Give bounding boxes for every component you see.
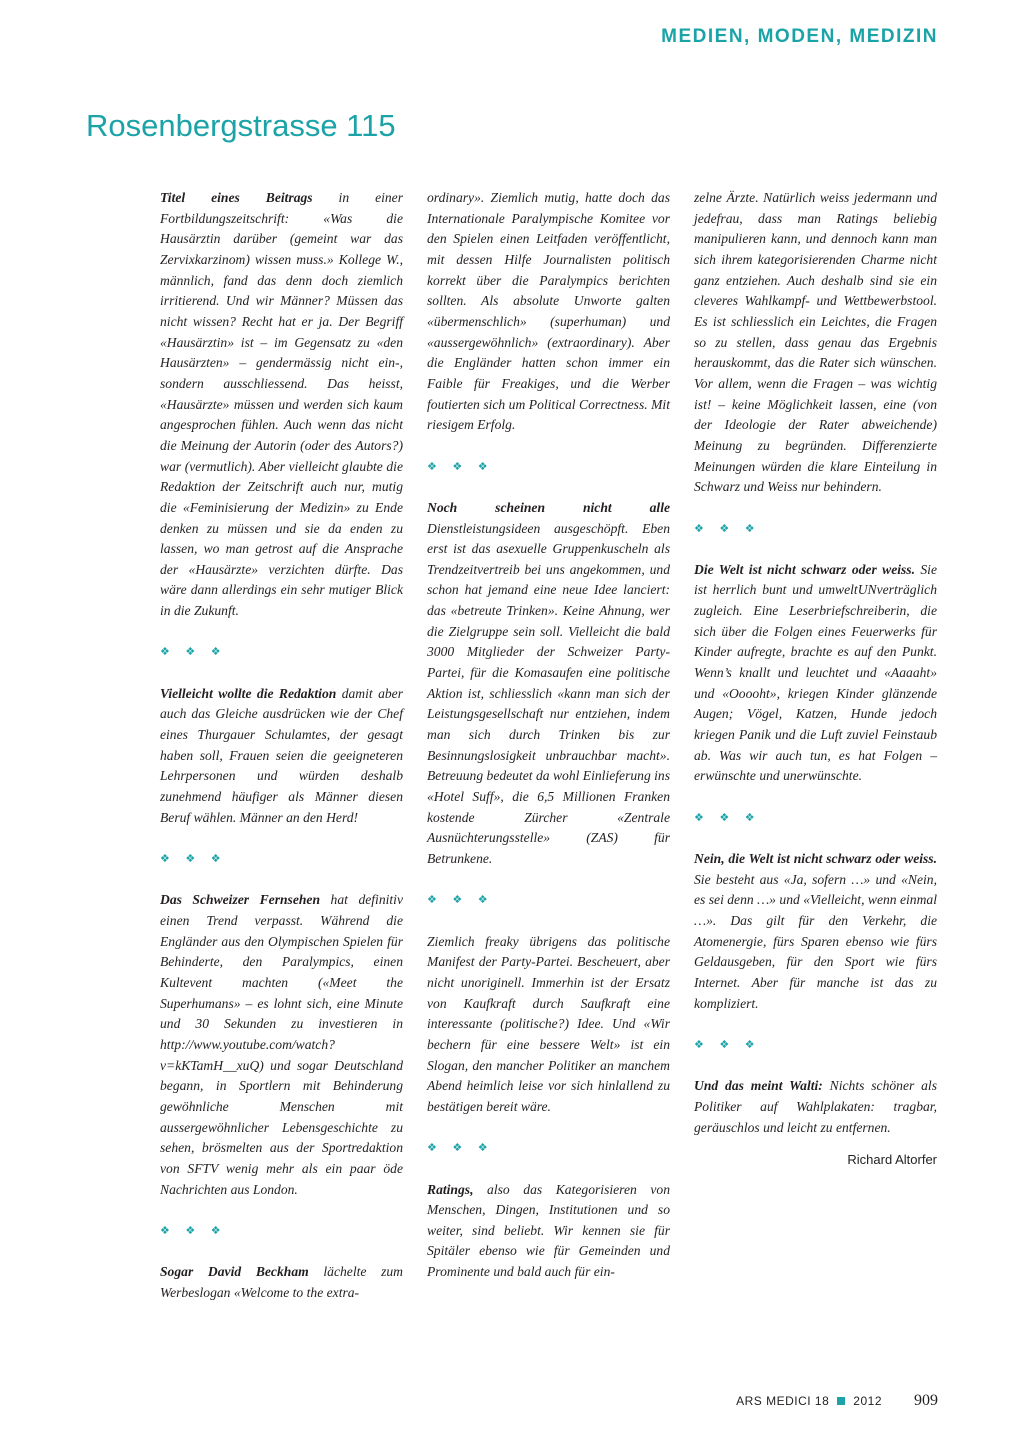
paragraph xyxy=(160,188,403,622)
square-icon xyxy=(837,1397,845,1405)
section-separator: ❖ ❖ ❖ xyxy=(694,1037,761,1051)
paragraph-text: lächelte zum Werbeslogan «Welcome to the extra- xyxy=(160,1264,403,1300)
paragraph-lead: Sogar David Beckham xyxy=(160,1264,309,1280)
section-separator: ❖ ❖ ❖ xyxy=(160,852,227,865)
paragraph-lead: Und das meint Walti: xyxy=(694,1078,823,1094)
paragraph-text: Ziemlich freaky übrigens das politische Manifest der Party-Partei. Bescheuert, aber nicht unoriginell. Immerhin ist der Ersatz von Kaufkraft durch Saufkraft eine interessante (politische?) Idee. Und «Wir bechern für eine bessere Welt» ist ein Slogan, den mancher Politiker an manchem Abend heimlich leise vor sich hinlallend zu bestätigen bereit wäre. xyxy=(427,933,670,1114)
article-column-3 xyxy=(694,188,937,1171)
section-separator: ❖ ❖ ❖ xyxy=(160,1223,227,1237)
paragraph-lead: Ratings, xyxy=(427,1181,474,1197)
paragraph xyxy=(427,1180,670,1283)
paragraph xyxy=(160,890,403,1200)
paragraph-text: Dienstleistungsideen ausgeschöpft. Eben erst ist das asexuelle Gruppenkuscheln als Trendzeitvertreib bei uns angekommen, und schon hat jemand eine neue Idee lanciert: das «betreute Trinken». Keine Ahnung, wer die Zielgruppe sein soll. Vielleicht die bald 3000 Mitglieder der Schweizer Party-Partei, für die Komasaufen eine politische Aktion ist, schliesslich «kann man sich der Leistungsgesellschaft nur entziehen, indem man sich durch Trinken bis zur Besinnungslosigkeit unbrauchbar macht». Betreuung bedeutet da wohl Einlieferung ins «Hotel Suff», die 6,5 Millionen Franken kostende Zürcher «Zentrale Ausnüchterungsstelle» (ZAS) für Betrunkene. xyxy=(427,520,671,866)
paragraph xyxy=(160,1262,403,1303)
section-label: MEDIEN, MODEN, MEDIZIN xyxy=(661,26,938,47)
section-separator: ❖ ❖ ❖ xyxy=(694,810,761,824)
paragraph-lead: Die Welt ist nicht schwarz oder weiss. xyxy=(694,561,915,577)
paragraph xyxy=(427,498,670,870)
paragraph-text: zelne Ärzte. Natürlich weiss jedermann und jedefrau, dass man Ratings beliebig manipulieren kann, und dennoch kann man sich ihrem kategorisierenden Charme nicht ganz entziehen. Auch deshalb sind sie ein cleveres Wahlkampf- und Wettbewerbstool. Es ist schliesslich ein Leichtes, die Fragen so zu stellen, dass genau das Ergebnis herauskommt, das die Rater sich wünschen. Vor allem, wenn die Fragen – was wichtig ist! – keine Möglichkeit lassen, eine (von der Ideologie der Rater abweichende) Meinung zu begründen. Differenzierte Meinungen würden die klare Einteilung in Schwarz und Weiss nur behindern. xyxy=(694,190,937,495)
paragraph xyxy=(694,1076,937,1138)
author-name: Richard Altorfer xyxy=(847,1152,937,1168)
paragraph-text: Sie ist herrlich bunt und umweltUNverträglich zugleich. Eine Leserbriefschreiberin, die sich über die Folgen eines Feuerwerks für Kinder aufregte, brachte es auf den Punkt. Wenn’s knallt und leuchtet und «Aaaaht» und «Ooooht», kriegen Kinder glänzende Augen; Vögel, Katzen, Hunde jedoch kriegen Panik und die Luft zuviel Feinstaub ab. Was wir auch tun, es hat Folgen – erwünschte und unerwünschte. xyxy=(694,561,937,784)
paragraph xyxy=(694,849,937,1014)
paragraph xyxy=(160,684,403,829)
paragraph xyxy=(694,188,937,498)
paragraph-lead: Nein, die Welt ist nicht schwarz oder weiss. xyxy=(694,851,937,866)
journal-name: ARS MEDICI 18 xyxy=(736,1394,830,1408)
paragraph-text: hat definitiv einen Trend verpasst. Während die Engländer aus den Olympischen Spielen für Behinderte, den Paralympics, einen Kultevent machten («Meet the Superhumans» – es lohnt sich, eine Minute und 30 Sekunden zu investieren in http://www.youtube.com/watch?v=kKTamH__xuQ) und sogar Deutschland begann, in Sportlern mit Behinderung gewöhnliche Menschen mit aussergewöhnlicher Lebensgeschichte zu sehen, brösmelten aus der Sportredaktion von SFTV wenig mehr als ein paar öde Nachrichten aus London. xyxy=(160,892,403,1197)
paragraph-lead: Das Schweizer Fernsehen xyxy=(160,892,321,908)
paragraph-text: in einer Fortbildungszeitschrift: «Was die Hausärztin darüber (gemeint war das Zervixkarzinom) wissen muss.» Kollege W., männlich, fand das denn doch ziemlich irritierend. Und wir Männer? Müssen das nicht wissen? Recht hat er ja. Der Begriff «Hausärztin» ist – im Gegensatz zu «den Hausärzten» – gendermässig nicht ein-, sondern ausschliessend. Das heisst, «Hausärzte» müssen und werden sich kaum angesprochen fühlen. Auch wenn das nicht die Meinung der Autorin (oder des Autors?) war (vermutlich). Aber vielleicht glaubte die Redaktion der Zeitschrift auch nur, mutig die «Feminisierung der Medizin» zu Ende denken zu müssen und sie da enden zu lassen, wo man getrost auf die Ansprache der «Hausärzte» verzichten dürfte. Das wäre dann allerdings ein sehr mutiger Blick in die Zukunft. xyxy=(160,190,403,619)
paragraph-text: ordinary». Ziemlich mutig, hatte doch das Internationale Paralympische Komitee vor den Spielen einen Leitfaden veröffentlicht, mit dessen Hilfe Journalisten politisch korrekt über die Paralympics berichten sollten. Als absolute Unworte galten «übermenschlich» (superhuman) und «aussergewöhnlich» (extraordinary). Aber die Engländer hatten schon immer ein Faible für Freakiges, und die Werber foutierten sich um Political Correctness. Mit riesigem Erfolg. xyxy=(427,190,670,433)
article-column-2 xyxy=(427,188,670,1283)
paragraph-text: also das Kategorisieren von Menschen, Dingen, Institutionen und so weiter, sind beliebt. Wir kennen sie für Spitäler ebenso wie für Gemeinden und Prominente und bald auch für ein- xyxy=(427,1181,670,1280)
section-separator: ❖ ❖ ❖ xyxy=(427,1141,494,1155)
paragraph-text: Sie besteht aus «Ja, sofern …» und «Nein, es sei denn …» und «Vielleicht, wenn einmal …». Das gilt für den Verkehr, die Atomenergie, fürs Sparen ebenso wie fürs Geldausgeben, für den Sport wie fürs Internet. Aber für manche ist das zu kompliziert. xyxy=(694,871,937,1011)
page-title: Rosenbergstrasse 115 xyxy=(86,108,396,143)
paragraph-lead: Noch scheinen nicht alle xyxy=(427,499,670,515)
journal-year: 2012 xyxy=(853,1394,882,1408)
paragraph xyxy=(427,932,670,1118)
section-separator: ❖ ❖ ❖ xyxy=(160,645,227,659)
article-column-1 xyxy=(160,188,403,1303)
paragraph-lead: Titel eines Beitrags xyxy=(160,190,313,205)
section-separator: ❖ ❖ ❖ xyxy=(427,893,494,907)
section-separator: ❖ ❖ ❖ xyxy=(694,521,761,535)
page-footer xyxy=(736,1392,938,1410)
paragraph-text: damit aber auch das Gleiche ausdrücken wie der Chef eines Thurgauer Schulamtes, der gesagt haben soll, Frauen seien die geeigneteren Lehrpersonen und würden deshalb zunehmend häufiger als Männer diesen Beruf wählen. Männer an den Herd! xyxy=(160,685,403,825)
section-separator: ❖ ❖ ❖ xyxy=(427,459,494,473)
page-number: 909 xyxy=(914,1392,938,1409)
paragraph-text: Nichts schöner als Politiker auf Wahlplakaten: tragbar, geräuschlos und leicht zu entfernen. xyxy=(694,1078,937,1135)
paragraph-lead: Vielleicht wollte die Redaktion xyxy=(160,685,337,701)
paragraph xyxy=(694,560,937,787)
paragraph xyxy=(427,188,670,436)
